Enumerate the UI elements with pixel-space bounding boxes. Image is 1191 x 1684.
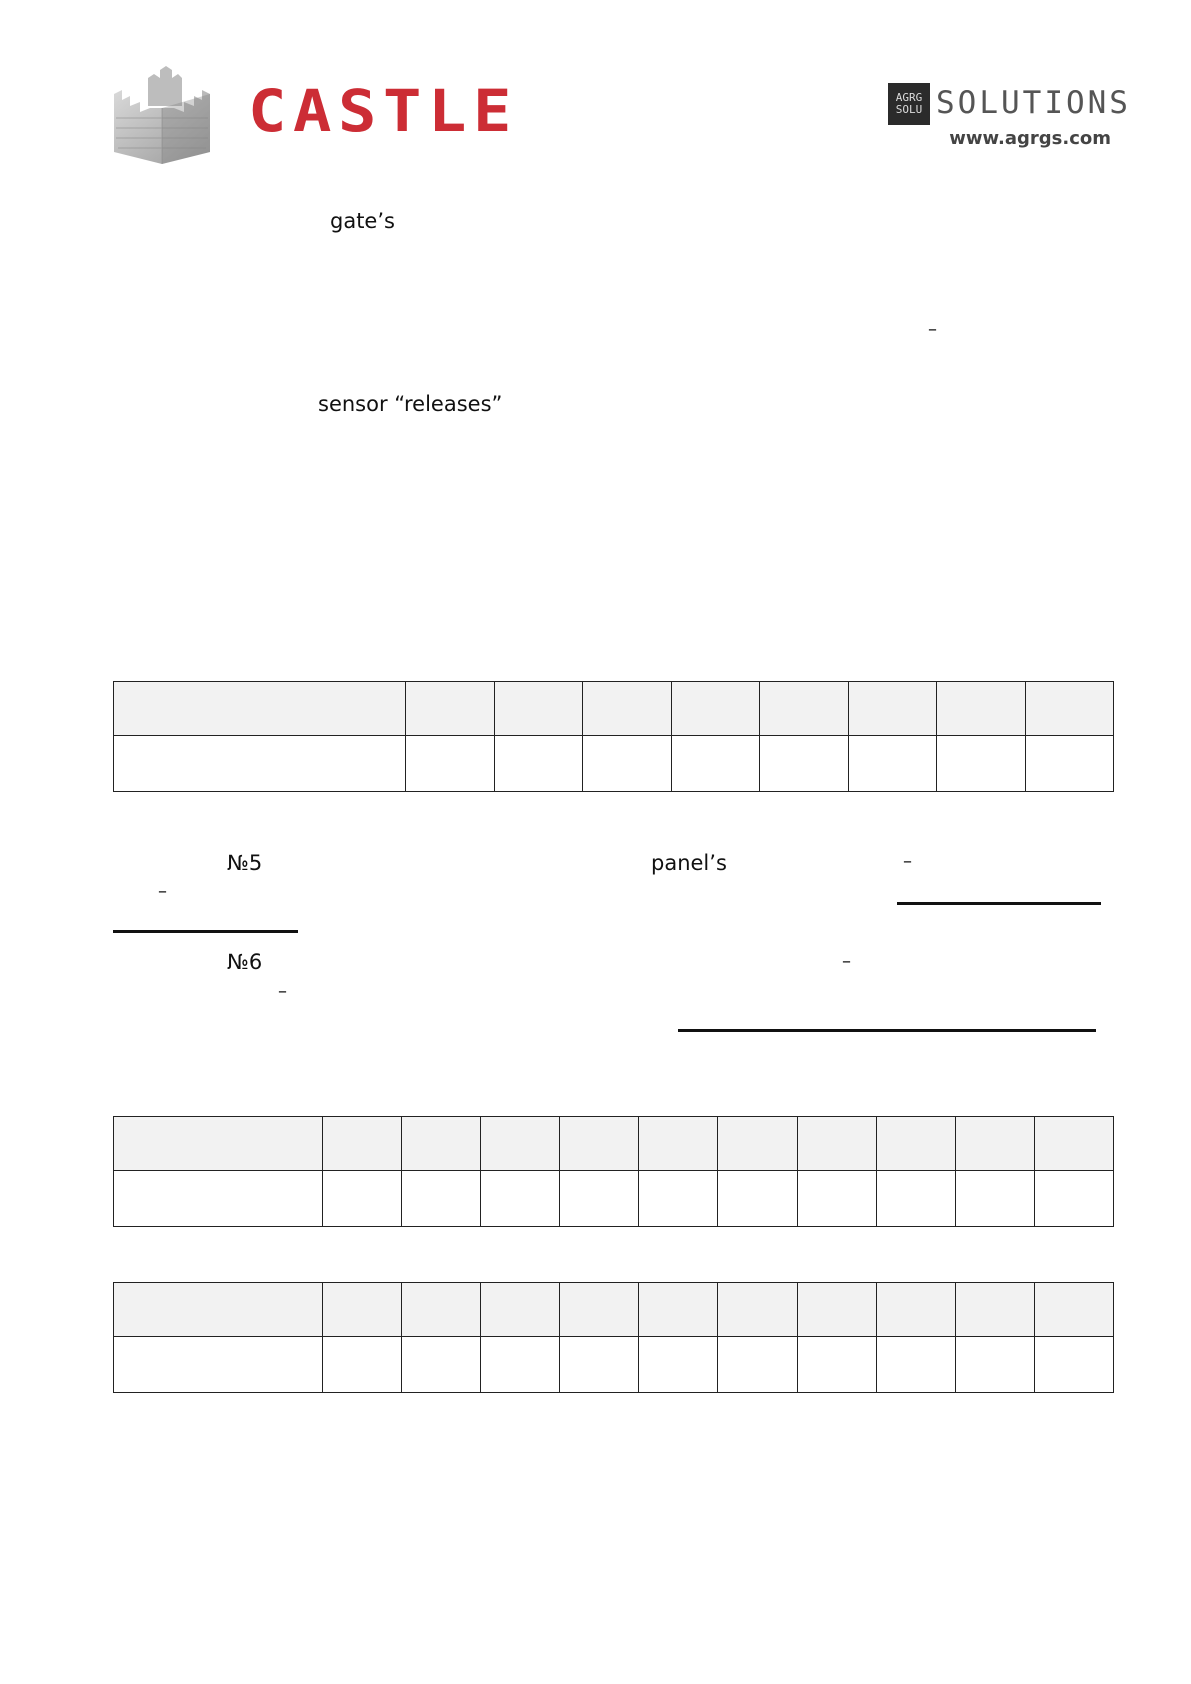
dash-4: – (842, 951, 851, 972)
table-cell (671, 736, 760, 792)
solutions-logo-text: SOLUTIONS (936, 85, 1131, 121)
table-cell (323, 1337, 402, 1393)
table-cell (876, 1171, 955, 1227)
table-cell (876, 1117, 955, 1171)
table-cell (718, 1337, 797, 1393)
table-cell (1025, 736, 1114, 792)
castle-logo-text: CASTLE (248, 77, 519, 145)
table-cell (494, 682, 583, 736)
table-cell (406, 736, 495, 792)
text-sensor-releases: sensor “releases” (318, 392, 503, 416)
dash-1: – (928, 319, 937, 340)
table-cell (114, 1283, 323, 1337)
table-cell (114, 1337, 323, 1393)
table-2-body-row (114, 1171, 1114, 1227)
table-cell (639, 1283, 718, 1337)
table-3-header-row (114, 1283, 1114, 1337)
table-cell (955, 1117, 1034, 1171)
underline-rule-2 (113, 930, 298, 933)
table-cell (797, 1171, 876, 1227)
table-cell (848, 736, 937, 792)
table-3 (113, 1282, 1114, 1393)
table-cell (639, 1117, 718, 1171)
table-cell (718, 1171, 797, 1227)
table-cell (114, 682, 406, 736)
table-cell (323, 1171, 402, 1227)
table-cell (876, 1337, 955, 1393)
table-cell (1034, 1283, 1113, 1337)
table-cell (797, 1283, 876, 1337)
dash-2: – (903, 851, 912, 872)
table-cell (760, 682, 849, 736)
text-panels: panel’s (651, 851, 727, 875)
table-cell (937, 682, 1026, 736)
table-cell (560, 1337, 639, 1393)
table-2 (113, 1116, 1114, 1227)
table-cell (718, 1117, 797, 1171)
table-cell (583, 682, 672, 736)
table-cell (481, 1117, 560, 1171)
table-cell (1025, 682, 1114, 736)
table-cell (797, 1117, 876, 1171)
table-cell (323, 1117, 402, 1171)
table-cell (560, 1283, 639, 1337)
table-cell (481, 1283, 560, 1337)
table-cell (797, 1337, 876, 1393)
table-cell (114, 1171, 323, 1227)
table-cell (848, 682, 937, 736)
table-cell (323, 1283, 402, 1337)
table-cell (760, 736, 849, 792)
table-cell (481, 1337, 560, 1393)
table-cell (1034, 1117, 1113, 1171)
table-cell (494, 736, 583, 792)
text-no5: №5 (227, 851, 263, 875)
table-3-body-row (114, 1337, 1114, 1393)
text-no6: №6 (227, 950, 263, 974)
table-cell (639, 1171, 718, 1227)
table-cell (560, 1117, 639, 1171)
table-cell (402, 1337, 481, 1393)
table-cell (406, 682, 495, 736)
table-cell (1034, 1171, 1113, 1227)
table-cell (1034, 1337, 1113, 1393)
agrg-logo-icon (888, 83, 930, 125)
dash-5: – (278, 981, 287, 1002)
table-cell (402, 1283, 481, 1337)
website-link[interactable]: www.agrgs.com (949, 128, 1111, 149)
table-cell (402, 1117, 481, 1171)
table-cell (639, 1337, 718, 1393)
underline-rule-1 (897, 902, 1101, 905)
table-cell (481, 1171, 560, 1227)
table-2-header-row (114, 1117, 1114, 1171)
text-gates: gate’s (330, 209, 395, 233)
table-cell (583, 736, 672, 792)
dash-3: – (158, 881, 167, 902)
table-cell (955, 1171, 1034, 1227)
table-cell (718, 1283, 797, 1337)
table-cell (937, 736, 1026, 792)
table-cell (671, 682, 760, 736)
agrg-logo-line1: AGRG (895, 91, 923, 104)
castle-tower-icon (112, 66, 212, 164)
agrg-logo-line2: SOLU (895, 103, 923, 116)
table-cell (560, 1171, 639, 1227)
table-cell (402, 1171, 481, 1227)
table-1-body-row (114, 736, 1114, 792)
table-cell (876, 1283, 955, 1337)
table-1-header-row (114, 682, 1114, 736)
table-cell (114, 1117, 323, 1171)
table-cell (955, 1337, 1034, 1393)
table-1 (113, 681, 1114, 792)
table-cell (955, 1283, 1034, 1337)
table-cell (114, 736, 406, 792)
underline-rule-3 (678, 1029, 1096, 1032)
